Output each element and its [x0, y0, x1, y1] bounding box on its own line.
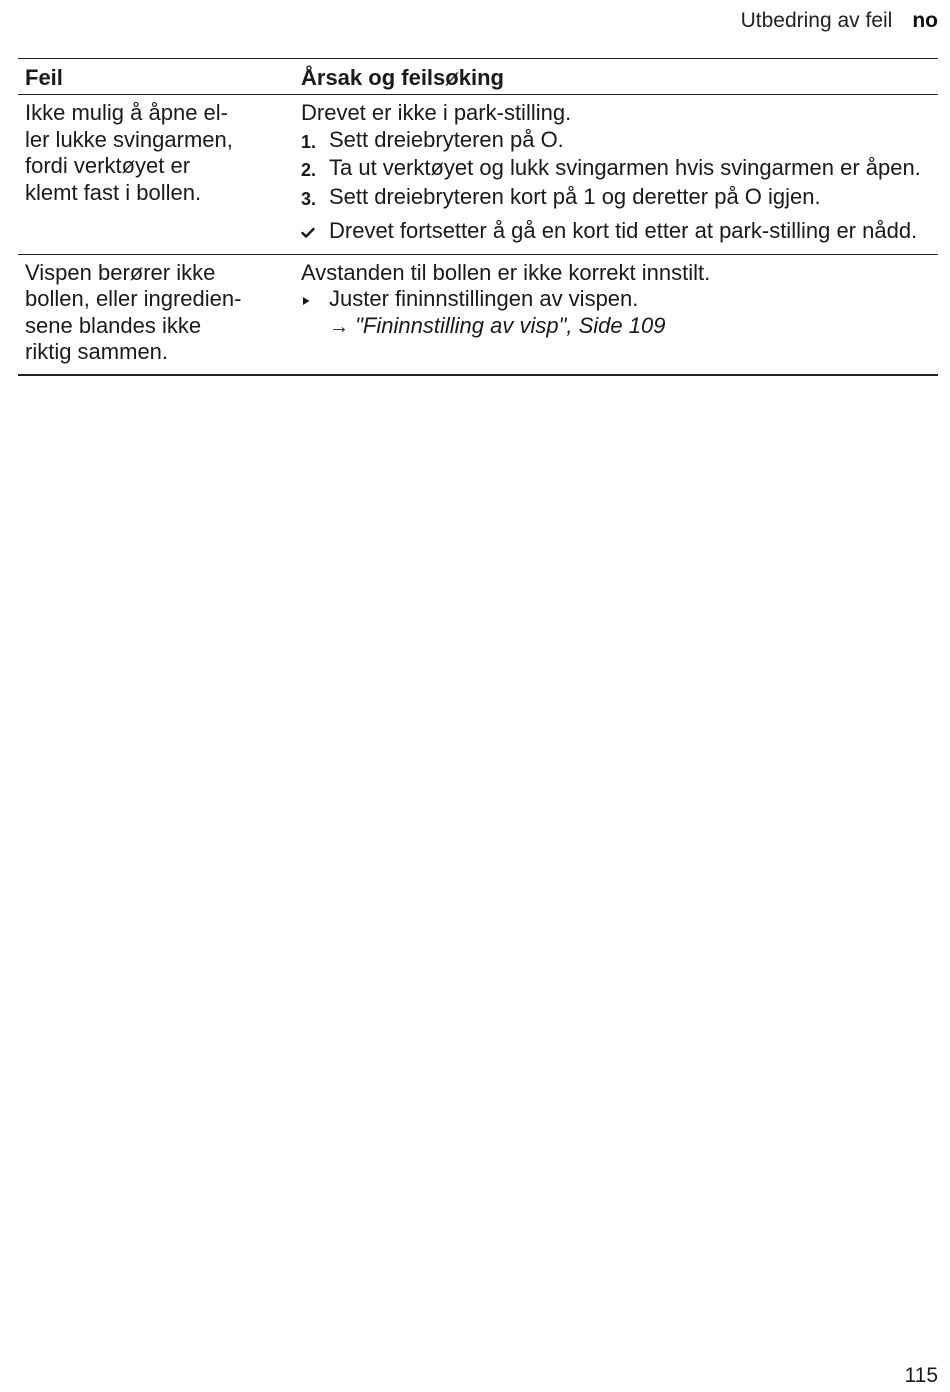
step-number: 2. [301, 160, 317, 180]
fault-cell [18, 95, 294, 254]
language-code: no [912, 9, 938, 32]
cause-text: Avstanden til bollen er ikke korrekt innstilt. [301, 259, 711, 285]
cause-cell [294, 255, 938, 374]
step-text: Ta ut verktøyet og lukk svingarmen hvis svingarmen er åpen. [329, 155, 921, 180]
cause-text: Drevet er ikke i park-stilling. [301, 100, 572, 125]
step-number: 3. [301, 188, 317, 209]
cause-cell [294, 95, 938, 254]
fault-cell [18, 255, 294, 374]
fault-line: ler lukke svingarmen, [25, 126, 233, 152]
table-row [18, 255, 938, 376]
page-number: 115 [904, 1364, 938, 1387]
fault-line: riktig sammen. [25, 339, 169, 364]
step-item [301, 127, 938, 156]
cross-reference [301, 313, 938, 341]
fault-line: sene blandes ikke [25, 312, 202, 338]
table-row [18, 95, 938, 255]
step-number: 1. [301, 131, 317, 152]
fault-line: klemt fast i bollen. [25, 179, 202, 205]
step-item [301, 155, 938, 184]
table-header-row [18, 59, 938, 95]
fault-line: Vispen berører ikke [25, 259, 216, 285]
reference-link[interactable]: "Fininnstilling av visp", Side 109 [355, 312, 666, 338]
step-text: Sett dreiebryteren kort på 1 og deretter på O igjen. [329, 183, 821, 209]
section-title: Utbedring av feil [740, 9, 893, 32]
column-header-cause: Årsak og feilsøking [301, 65, 504, 90]
troubleshooting-table [18, 58, 938, 376]
arrow-right-icon: → [329, 315, 349, 338]
action-item [301, 286, 938, 313]
step-item [301, 184, 938, 213]
fault-line: fordi verktøyet er [25, 153, 191, 178]
step-text: Sett dreiebryteren på O. [329, 126, 564, 152]
triangle-bullet-icon [301, 286, 329, 313]
result-item [301, 218, 938, 246]
page-header [741, 8, 938, 34]
result-text: Drevet fortsetter å gå en kort tid etter at park-stilling er nådd. [329, 218, 918, 243]
column-header-fault: Feil [25, 65, 63, 90]
fault-line: bollen, eller ingredien- [25, 286, 242, 311]
fault-line: Ikke mulig å åpne el- [25, 100, 228, 125]
action-text: Juster fininnstillingen av vispen. [329, 286, 639, 311]
checkmark-icon [301, 218, 329, 246]
